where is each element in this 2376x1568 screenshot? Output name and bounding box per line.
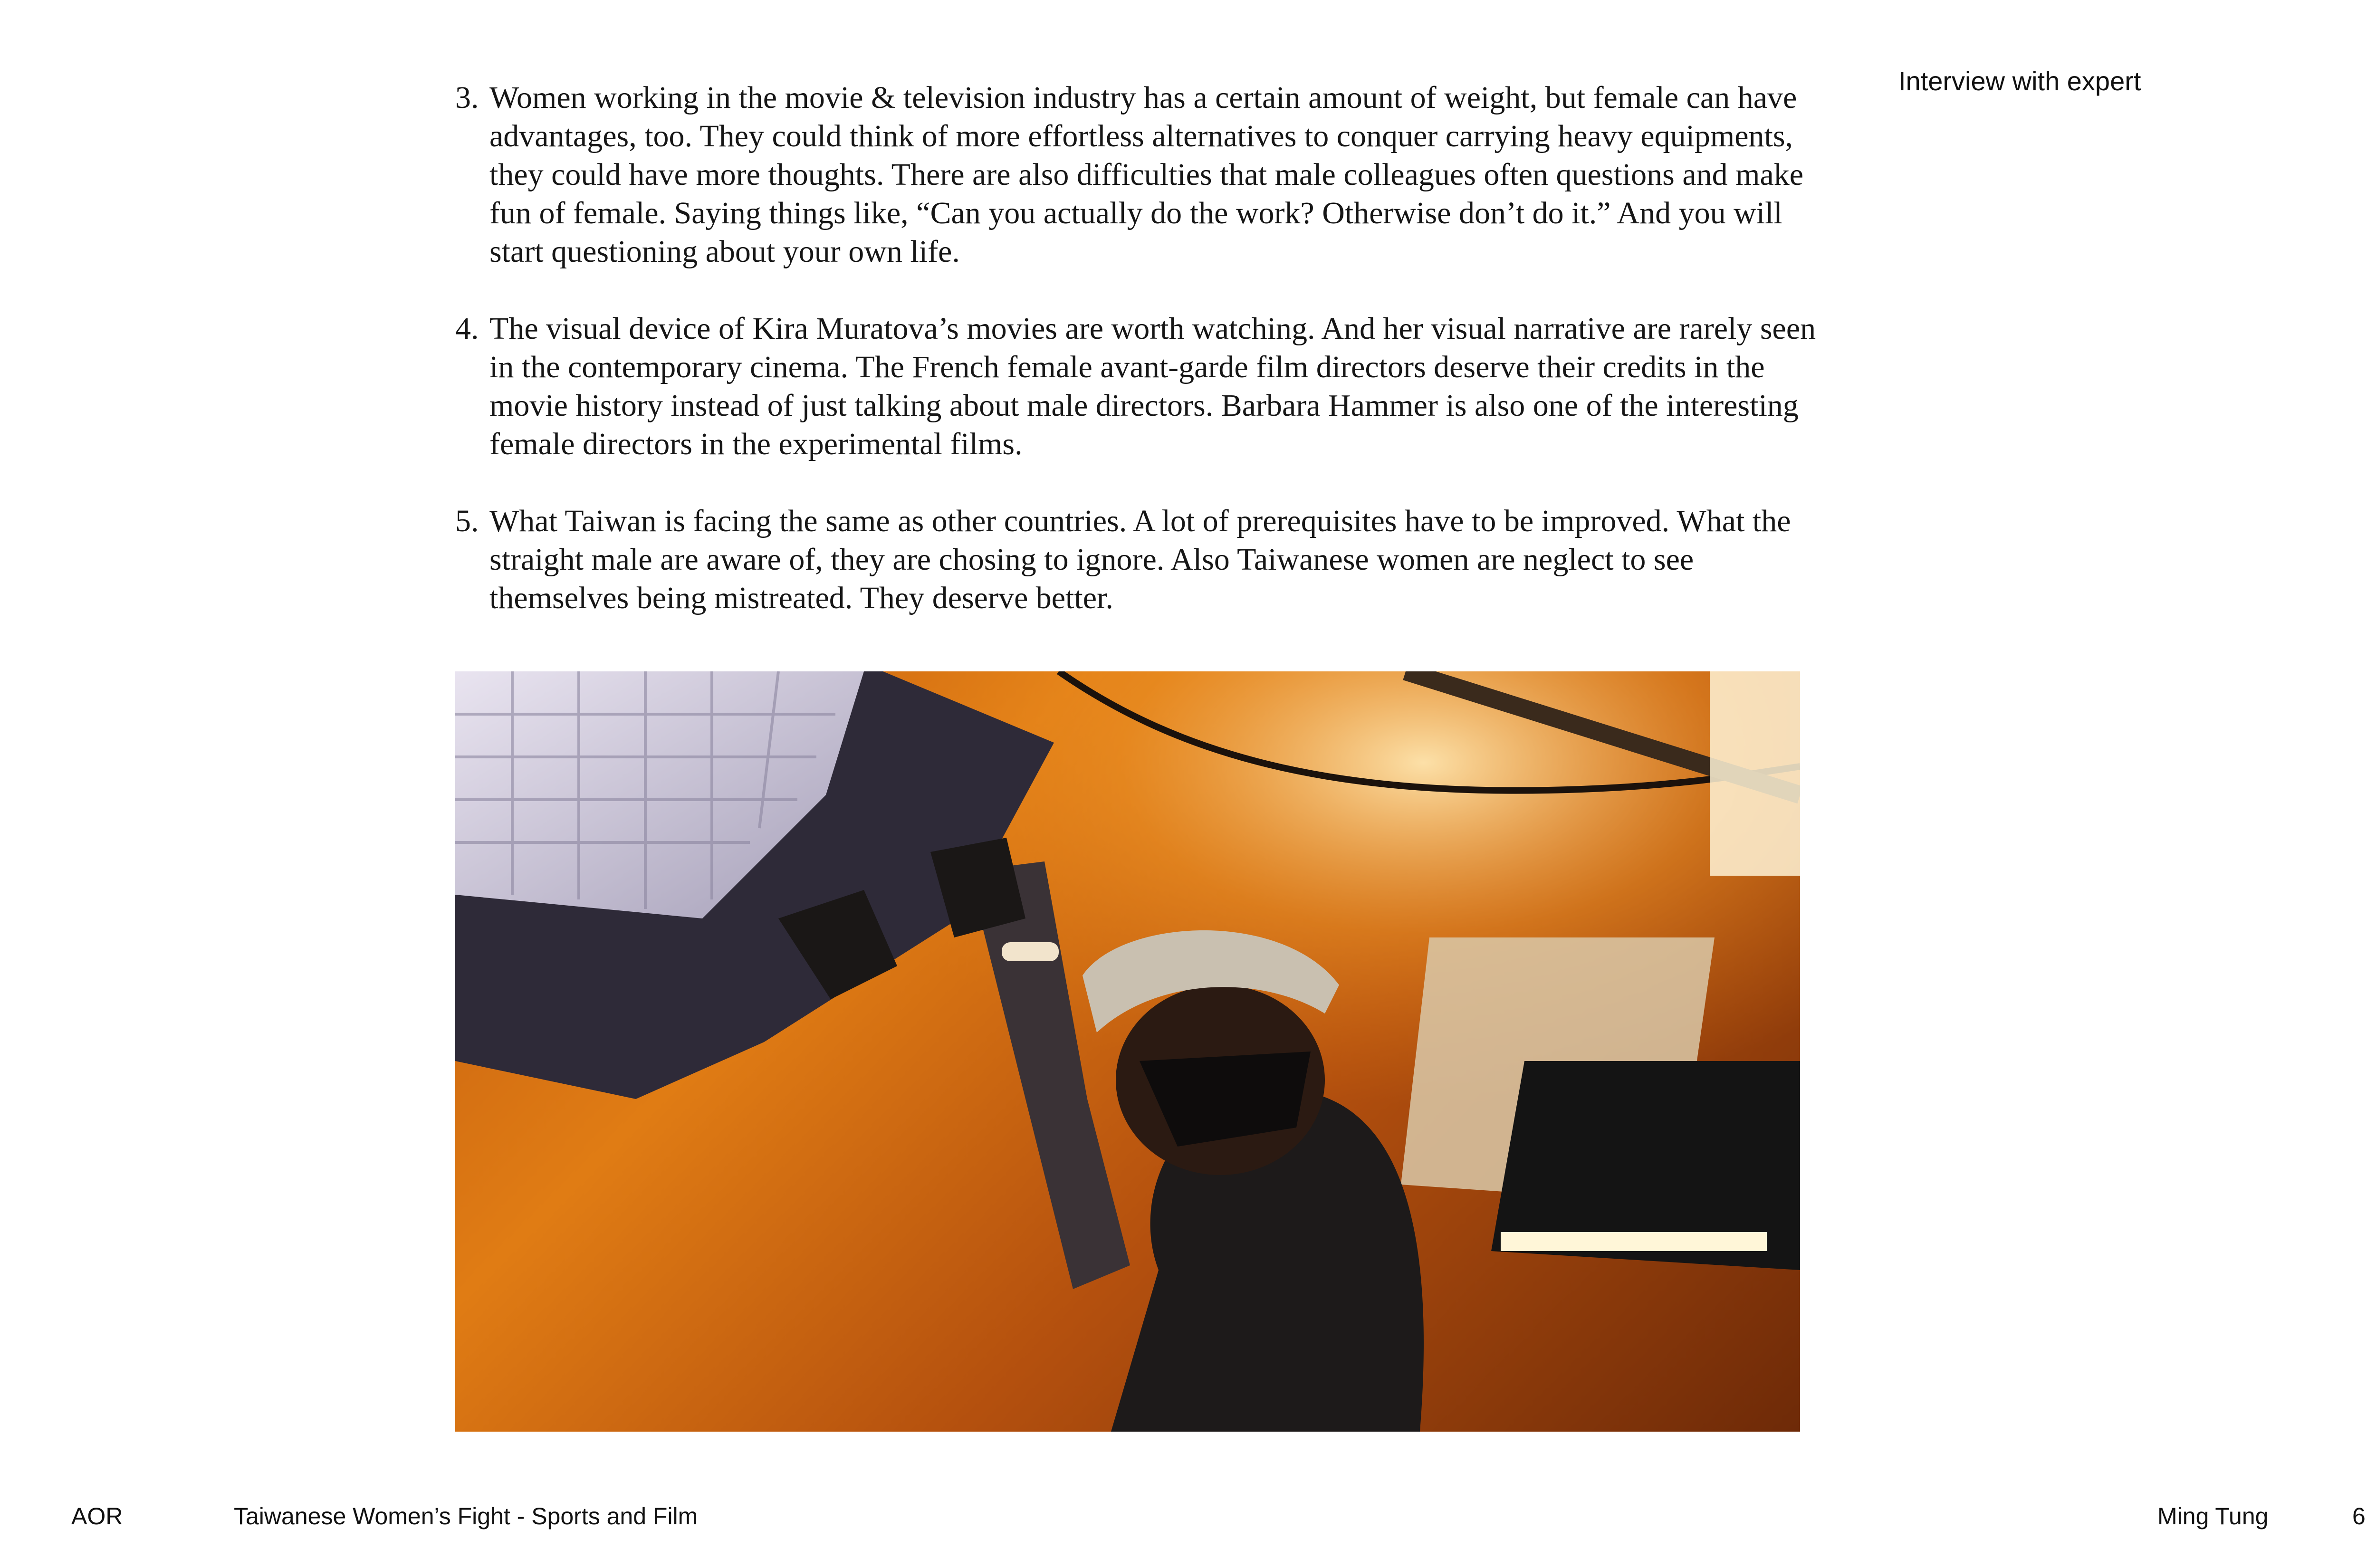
film-set-lighting-photo [455, 671, 1800, 1432]
answer-item-3 [451, 78, 1820, 271]
answer-text: The visual device of Kira Muratova’s movies are worth watching. And her visual narrative are rarely seen in the contemporary cinema. The French female avant-garde film directors deserve their credits in the movie history instead of just talking about male directors. Barbara Hammer is also one of the interesting female directors in the experimental films. [489, 311, 1816, 461]
pearl-bracelet [1002, 942, 1059, 961]
photo-illustration [455, 671, 1800, 1432]
section-title: Interview with expert [1898, 66, 2141, 96]
footer-author: Ming Tung [2157, 1503, 2269, 1530]
answer-text: What Taiwan is facing the same as other countries. A lot of prerequisites have to be improved. What the straight male are aware of, they are chosing to ignore. Also Taiwanese women are neglect to see themselves being mistreated. They deserve better. [489, 504, 1791, 615]
answer-number: 5. [455, 504, 479, 538]
led-strip [1501, 1232, 1767, 1251]
answer-number: 3. [455, 80, 479, 115]
footer-page-number: 6 [2352, 1503, 2366, 1530]
answer-list [451, 78, 1820, 656]
footer-org: AOR [71, 1503, 123, 1530]
answer-number: 4. [455, 311, 479, 346]
answer-text: Women working in the movie & television industry has a certain amount of weight, but female can have advantages, too. They could think of more effortless alternatives to conquer carrying heavy equipments, they could have more thoughts. There are also difficulties that male colleagues often questions and make fun of female. Saying things like, “Can you actually do the work? Otherwise don’t do it.” And you will start questioning about your own life. [489, 80, 1804, 269]
answer-item-4 [451, 309, 1820, 463]
answer-item-5 [451, 502, 1820, 617]
fluorescent-light [1710, 671, 1800, 876]
footer-title: Taiwanese Women’s Fight - Sports and Film [234, 1503, 698, 1530]
